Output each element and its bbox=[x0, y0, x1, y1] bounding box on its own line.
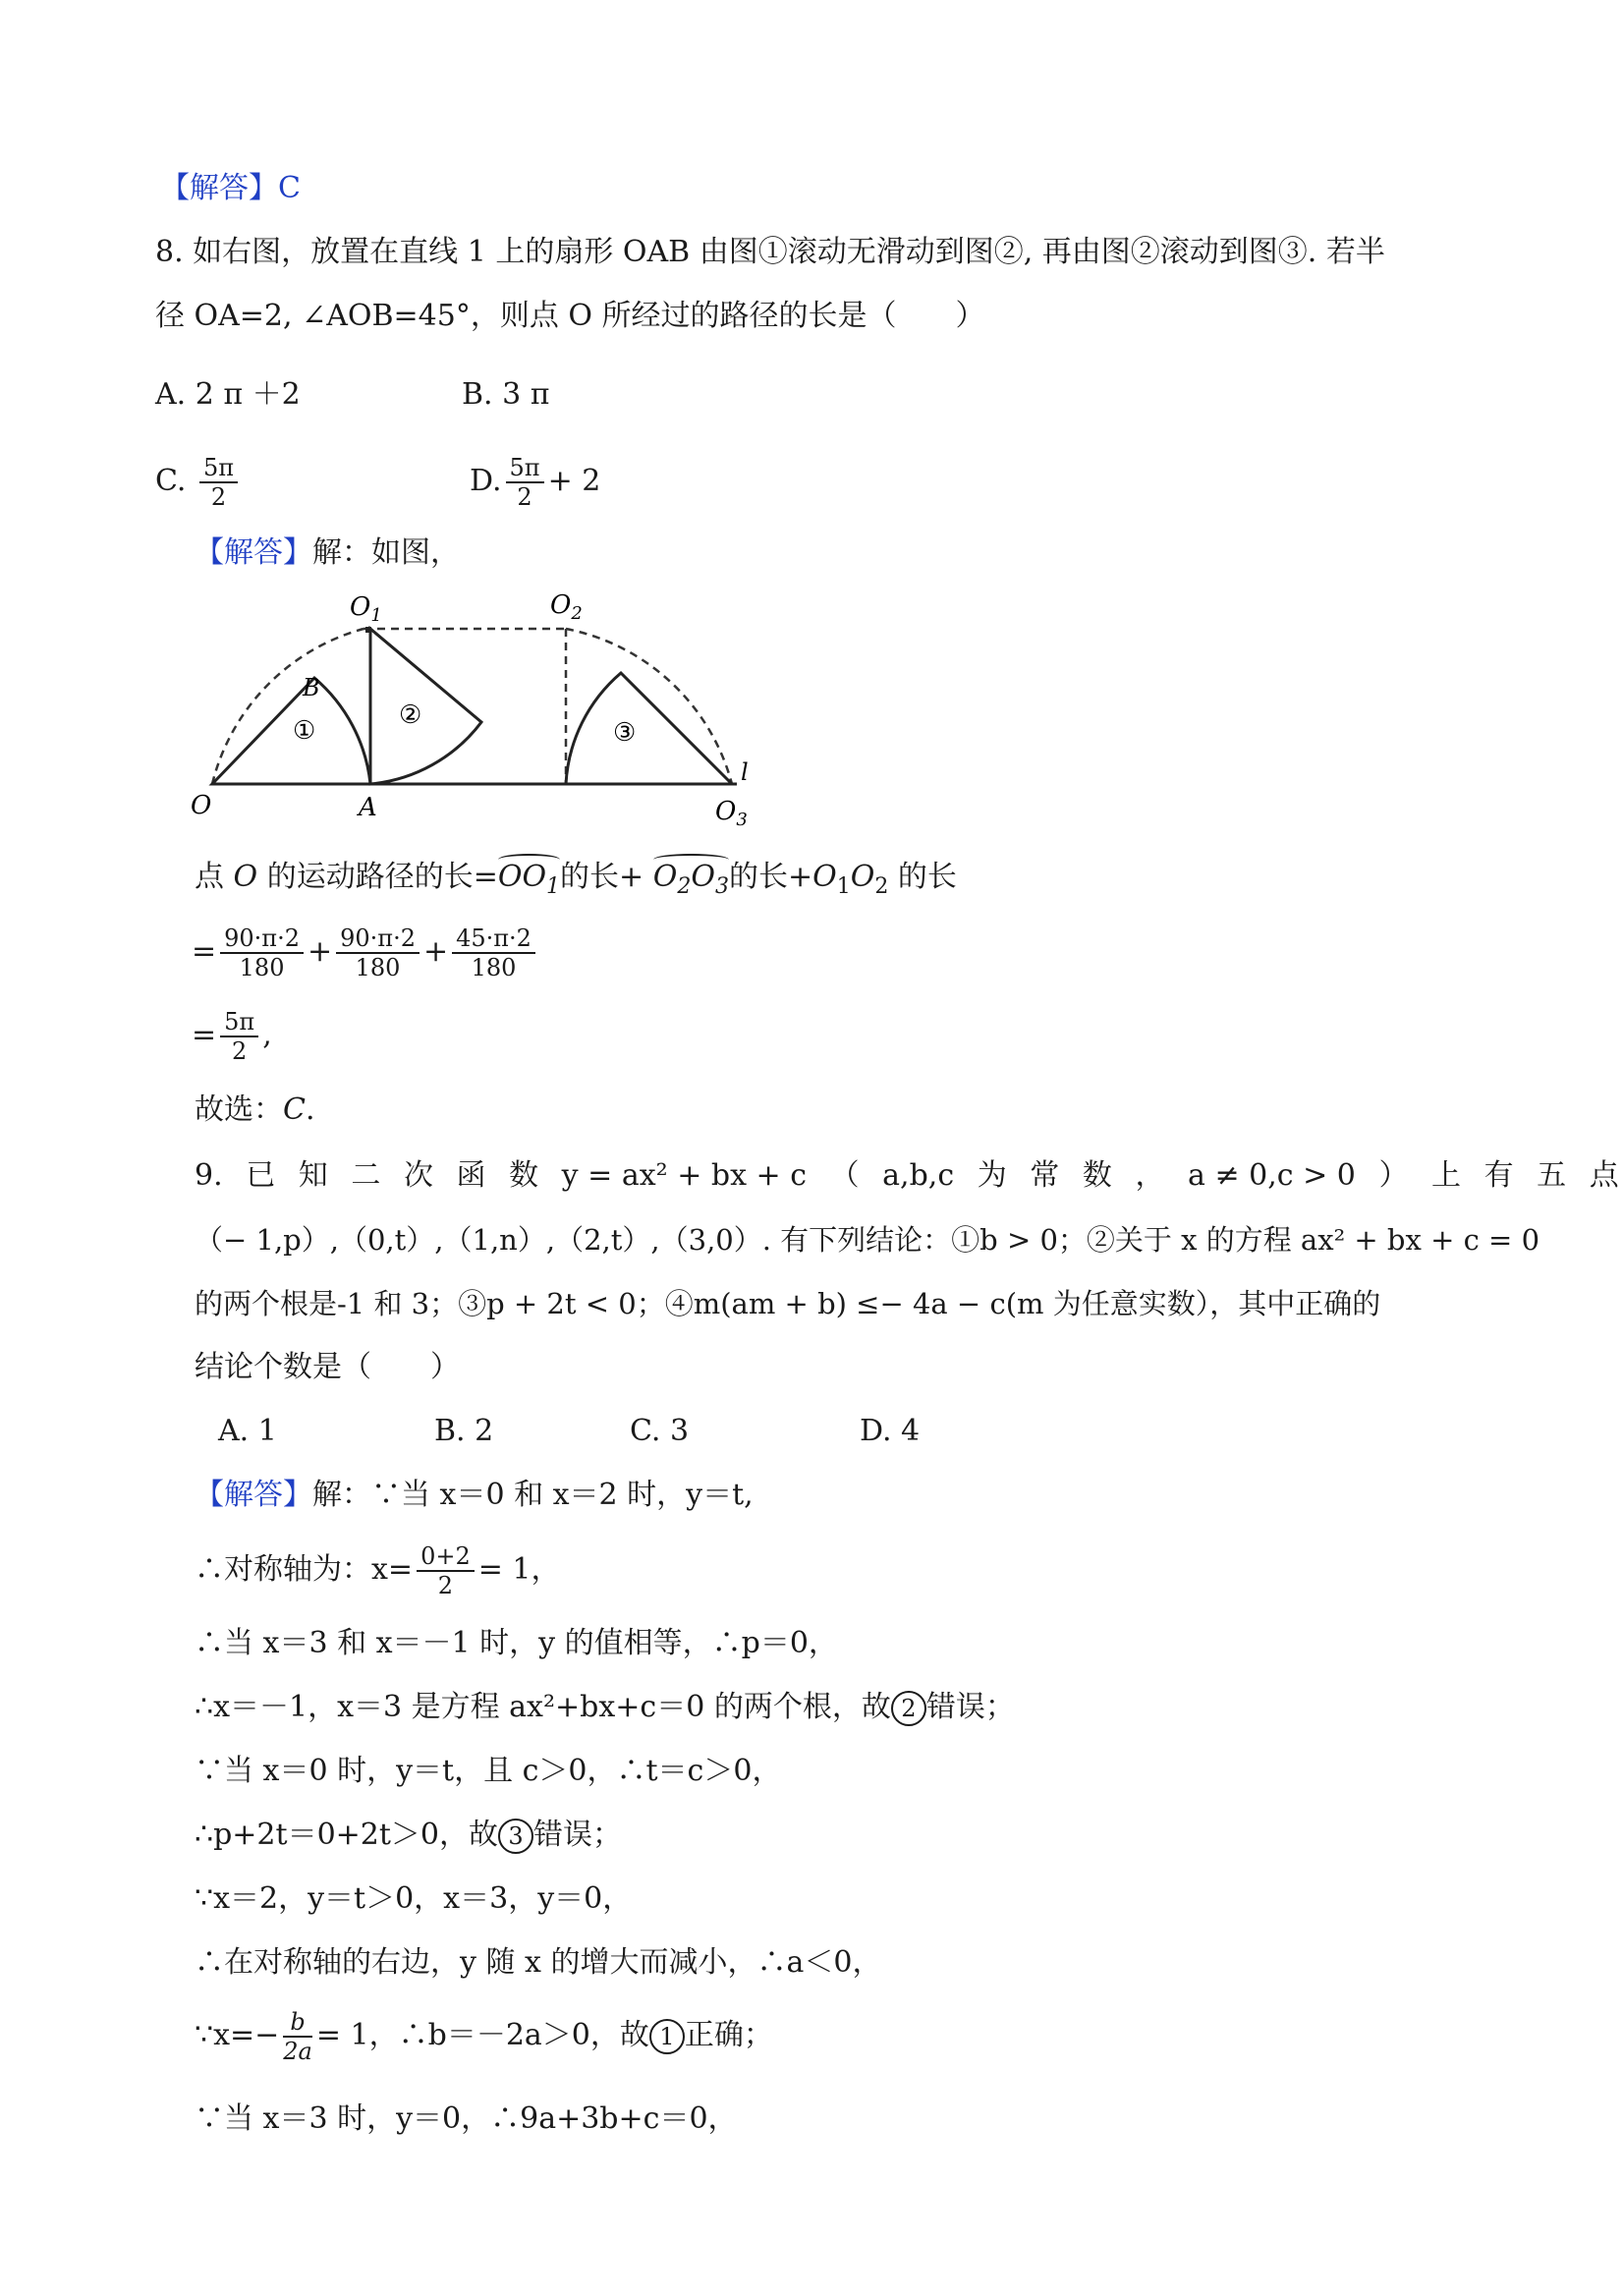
label-O3-main: O bbox=[715, 797, 737, 826]
q9-w17: 有 bbox=[1483, 1158, 1514, 1193]
q8-choose-value: C bbox=[283, 1092, 306, 1127]
label-O2 bbox=[550, 590, 583, 624]
q8-calc-den-2: 180 bbox=[355, 954, 401, 981]
q8-seg-O1-sub: 1 bbox=[836, 874, 851, 899]
q9-w15: ） bbox=[1378, 1158, 1409, 1193]
q9-w4: 次 bbox=[403, 1158, 433, 1193]
q8-result bbox=[192, 1002, 272, 1069]
arc-mark-1 bbox=[498, 854, 560, 866]
q8-option-d-tail: + 2 bbox=[547, 464, 601, 498]
q9-sol-9 bbox=[195, 2002, 773, 2069]
q9-w18: 五 bbox=[1537, 1158, 1567, 1193]
q9-sol-2-pre: ∴对称轴为：x= bbox=[195, 1552, 414, 1587]
q8-arc-O2-text: O bbox=[652, 860, 678, 894]
q9-w7: y = ax² + bx + c bbox=[561, 1158, 808, 1193]
q9-w0: 9. bbox=[195, 1158, 223, 1193]
q9-sol-3: ∴当 x＝3 和 x＝－1 时，y 的值相等，∴p＝0， bbox=[195, 1626, 838, 1660]
q9-w10: 为 bbox=[977, 1158, 1007, 1193]
q9-sol-4-post: 错误； bbox=[925, 1690, 1015, 1724]
q8-option-d-num: 5π bbox=[506, 454, 544, 483]
arc-mark-2 bbox=[653, 854, 729, 866]
label-O3 bbox=[715, 797, 748, 830]
q9-w9: a,b,c bbox=[882, 1158, 955, 1193]
q8-result-eq: = bbox=[192, 1018, 217, 1052]
q9-option-d: D. 4 bbox=[860, 1414, 921, 1448]
q9-option-a: A. 1 bbox=[218, 1414, 277, 1448]
q9-stem-line4: 结论个数是（ ） bbox=[195, 1350, 460, 1384]
q8-stem-line1: 8. 如右图，放置在直线 1 上的扇形 OAB 由图①滚动无滑动到图②, 再由图②滚动到图③. 若半 bbox=[155, 235, 1385, 269]
q8-calc-num-2: 90·π·2 bbox=[336, 924, 420, 954]
q8-calc-den-1: 180 bbox=[239, 954, 285, 981]
q9-sol-1 bbox=[195, 1476, 754, 1515]
q9-stem-line2: （− 1,p）,（0,t）,（1,n）,（2,t）,（3,0）. 有下列结论：①b > 0；②关于 x 的方程 ax² + bx + c = 0 bbox=[195, 1223, 1540, 1257]
q9-sol-8: ∴在对称轴的右边，y 随 x 的增大而减小，∴a＜0， bbox=[195, 1945, 882, 1980]
q8-choose bbox=[195, 1091, 315, 1130]
q8-calc-frac-3 bbox=[452, 924, 535, 981]
q8-option-c-label: C. bbox=[155, 464, 187, 498]
label-O1-main: O bbox=[350, 592, 371, 622]
q9-solution-label: 【解答】 bbox=[195, 1478, 312, 1512]
q8-arc-OO1-text: OO bbox=[497, 860, 547, 894]
label-O3-sub: 3 bbox=[736, 810, 748, 830]
q8-path-text-5: 的长 bbox=[888, 860, 957, 894]
q8-result-num: 5π bbox=[220, 1008, 258, 1037]
label-B: B bbox=[303, 674, 320, 701]
q9-option-c: C. 3 bbox=[630, 1414, 690, 1448]
q9-sol-4-circle: 2 bbox=[891, 1691, 926, 1726]
q9-sol-9-post: 正确； bbox=[684, 2018, 773, 2052]
q8-calc-num-3: 45·π·2 bbox=[452, 924, 535, 954]
q9-sol-4 bbox=[195, 1688, 1015, 1727]
q8-calc-plus-1: + bbox=[307, 934, 333, 969]
q8-path-text-4: 的长+ bbox=[728, 860, 813, 894]
q8-stem-line2: 径 OA=2, ∠AOB=45°，则点 O 所经过的路径的长是（ ） bbox=[155, 299, 985, 333]
q9-sol-6-circle: 3 bbox=[498, 1819, 533, 1854]
label-O2-sub: 2 bbox=[571, 603, 583, 624]
q8-result-frac bbox=[220, 1008, 258, 1065]
q8-seg-O1: O bbox=[812, 860, 837, 894]
label-circle-1: ① bbox=[293, 716, 316, 746]
q9-w8: （ bbox=[829, 1158, 860, 1193]
label-A: A bbox=[359, 793, 377, 822]
q9-sol-9-num: b bbox=[283, 2008, 312, 2038]
q9-w5: 函 bbox=[456, 1158, 486, 1193]
q9-sol-2-frac bbox=[417, 1542, 475, 1599]
q9-sol-4-pre: ∴x＝－1，x＝3 是方程 ax²+bx+c＝0 的两个根，故 bbox=[195, 1690, 891, 1724]
q8-path-statement bbox=[195, 858, 957, 907]
q9-sol-5: ∵当 x＝0 时，y＝t，且 c＞0，∴t＝c＞0， bbox=[195, 1754, 782, 1788]
q8-option-c-num: 5π bbox=[199, 454, 238, 483]
label-circle-2: ② bbox=[399, 700, 422, 730]
q8-calculation bbox=[192, 919, 539, 985]
q9-option-b: B. 2 bbox=[434, 1414, 494, 1448]
q8-path-text-1: 点 bbox=[195, 860, 234, 894]
q9-sol-9-frac bbox=[283, 2008, 312, 2065]
q9-sol-1-text: 解：∵当 x＝0 和 x＝2 时，y＝t, bbox=[312, 1478, 754, 1512]
q8-arc-O3-sub: 3 bbox=[714, 874, 729, 899]
q9-w1: 已 bbox=[246, 1158, 276, 1193]
q8-option-d-fraction bbox=[506, 454, 544, 511]
q9-sol-7: ∵x＝2，y＝t＞0，x＝3，y＝0， bbox=[195, 1881, 633, 1916]
q8-arc-OO1 bbox=[498, 858, 560, 907]
q8-arc-O2-sub: 2 bbox=[677, 874, 692, 899]
q9-sol-2-post: = 1， bbox=[477, 1552, 561, 1587]
q9-sol-9-den: 2a bbox=[283, 2038, 312, 2065]
q8-solution-intro bbox=[195, 533, 460, 573]
label-O: O bbox=[191, 791, 212, 820]
q8-calc-frac-2 bbox=[336, 924, 420, 981]
q8-option-d-den: 2 bbox=[517, 483, 532, 511]
q8-arc-O3-text: O bbox=[691, 860, 715, 894]
q9-w2: 知 bbox=[298, 1158, 328, 1193]
q9-sol-6-post: 错误； bbox=[533, 1818, 623, 1852]
point-O1 bbox=[365, 627, 371, 633]
sector-2 bbox=[370, 629, 481, 784]
q9-sol-9-pre: ∵x=− bbox=[195, 2018, 280, 2052]
q9-w12: 数 bbox=[1082, 1158, 1112, 1193]
q9-sol-2-num: 0+2 bbox=[417, 1542, 475, 1572]
q9-sol-6-pre: ∴p+2t＝0+2t＞0，故 bbox=[195, 1818, 499, 1852]
q8-choose-label: 故选： bbox=[195, 1092, 283, 1127]
q9-sol-2-den: 2 bbox=[437, 1572, 454, 1599]
q8-seg-O2: O bbox=[850, 860, 875, 894]
q9-sol-2 bbox=[195, 1537, 560, 1603]
q8-solution-label: 【解答】 bbox=[195, 535, 312, 570]
q8-result-tail: , bbox=[262, 1018, 272, 1052]
q8-path-point-O: O bbox=[233, 860, 258, 894]
q8-arc-O2O3 bbox=[653, 858, 729, 907]
q8-option-d bbox=[470, 448, 600, 515]
q8-arc-OO1-sub: 1 bbox=[546, 874, 561, 899]
q8-calc-num-1: 90·π·2 bbox=[220, 924, 304, 954]
q8-calc-frac-1 bbox=[220, 924, 304, 981]
q8-option-d-label: D. bbox=[470, 464, 502, 498]
q8-calc-plus-2: + bbox=[422, 934, 449, 969]
q8-option-b: B. 3 π bbox=[462, 377, 550, 412]
q9-sol-9-mid: = 1，∴b＝－2a＞0，故 bbox=[315, 2018, 649, 2052]
label-circle-3: ③ bbox=[613, 718, 637, 748]
q8-path-text-2: 的运动路径的长= bbox=[257, 860, 498, 894]
q9-w19: 点 bbox=[1589, 1158, 1619, 1193]
q9-w16: 上 bbox=[1431, 1158, 1462, 1193]
q8-option-c-den: 2 bbox=[210, 483, 227, 511]
q8-rolling-sector-figure bbox=[177, 580, 786, 835]
q8-option-c bbox=[155, 448, 242, 515]
label-O1-sub: 1 bbox=[370, 605, 382, 626]
q8-calc-den-3: 180 bbox=[471, 954, 517, 981]
sector-1 bbox=[212, 678, 370, 784]
q8-path-text-3: 的长+ bbox=[560, 860, 653, 894]
prev-answer bbox=[160, 169, 301, 208]
q9-w13: ， bbox=[1135, 1158, 1165, 1193]
q8-choose-end: . bbox=[305, 1092, 315, 1127]
label-O1 bbox=[350, 592, 382, 626]
q9-stem-line3: 的两个根是-1 和 3；③p + 2t < 0；④m(am + b) ≤− 4a − c(m 为任意实数），其中正确的 bbox=[195, 1287, 1381, 1320]
q9-w11: 常 bbox=[1030, 1158, 1060, 1193]
q8-calc-eq: = bbox=[192, 934, 217, 969]
prev-answer-label: 【解答】 bbox=[160, 171, 278, 205]
prev-answer-value: C bbox=[278, 171, 301, 205]
q9-w3: 二 bbox=[351, 1158, 381, 1193]
q9-w6: 数 bbox=[509, 1158, 539, 1193]
q9-sol-10: ∵当 x＝3 时，y＝0，∴9a+3b+c＝0， bbox=[195, 2101, 738, 2136]
label-O2-main: O bbox=[550, 590, 572, 620]
sector-3 bbox=[566, 673, 732, 784]
q8-result-den: 2 bbox=[232, 1037, 248, 1065]
q8-option-a: A. 2 π ＋2 bbox=[155, 377, 301, 412]
q8-option-c-fraction bbox=[199, 454, 238, 511]
label-l: l bbox=[741, 758, 749, 786]
q8-seg-O2-sub: 2 bbox=[874, 874, 889, 899]
q9-stem-line1 bbox=[195, 1156, 1619, 1196]
q9-sol-9-circle: 1 bbox=[649, 2019, 685, 2054]
q9-sol-6 bbox=[195, 1816, 622, 1855]
q9-w14: a ≠ 0,c > 0 bbox=[1188, 1158, 1356, 1193]
q8-solution-intro-text: 解：如图， bbox=[312, 535, 460, 570]
